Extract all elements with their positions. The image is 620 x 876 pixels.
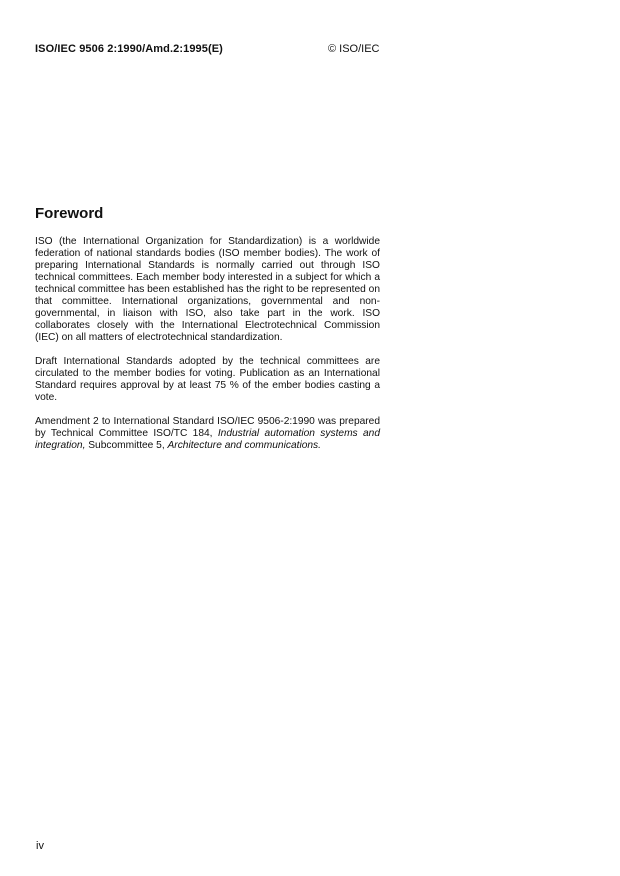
- document-id: ISO/IEC 9506 2:1990/Amd.2:1995(E): [35, 43, 223, 55]
- foreword-paragraph-1: ISO (the International Organization for Standardization) is a worldwide federation of national standards bodies (ISO member bodies). The work of preparing International Standards is normally carried out through ISO technical committees. Each member body interested in a subject for which a technical committee has been established has the right to be represented on that committee. International organizations, governmental and non-governmental, in liaison with ISO, also take part in the work. ISO collaborates closely with the International Electrotechnical Commission (IEC) on all matters of electrotechnical standardization.: [35, 236, 380, 343]
- foreword-paragraph-2: Draft International Standards adopted by the technical committees are circulated to the member bodies for voting. Publication as an International Standard requires approval by at least 75 % of the ember bodies casting a vote.: [35, 356, 380, 403]
- technical-committee-name: Industrial automation systems and integration,: [35, 428, 380, 451]
- paragraph-3-text-b: Subcommittee 5,: [85, 440, 168, 451]
- copyright-notice: © ISO/IEC: [328, 43, 380, 55]
- foreword-body: [35, 236, 380, 464]
- foreword-paragraph-3: [35, 416, 380, 452]
- foreword-title: Foreword: [35, 205, 104, 222]
- page-number: iv: [36, 840, 44, 852]
- subcommittee-name: Architecture and communications.: [167, 440, 321, 451]
- paragraph-3-text-a: Amendment 2 to International Standard ISO/IEC 9506-2:1990 was prepared by Technical Committee ISO/TC 184,: [35, 416, 380, 439]
